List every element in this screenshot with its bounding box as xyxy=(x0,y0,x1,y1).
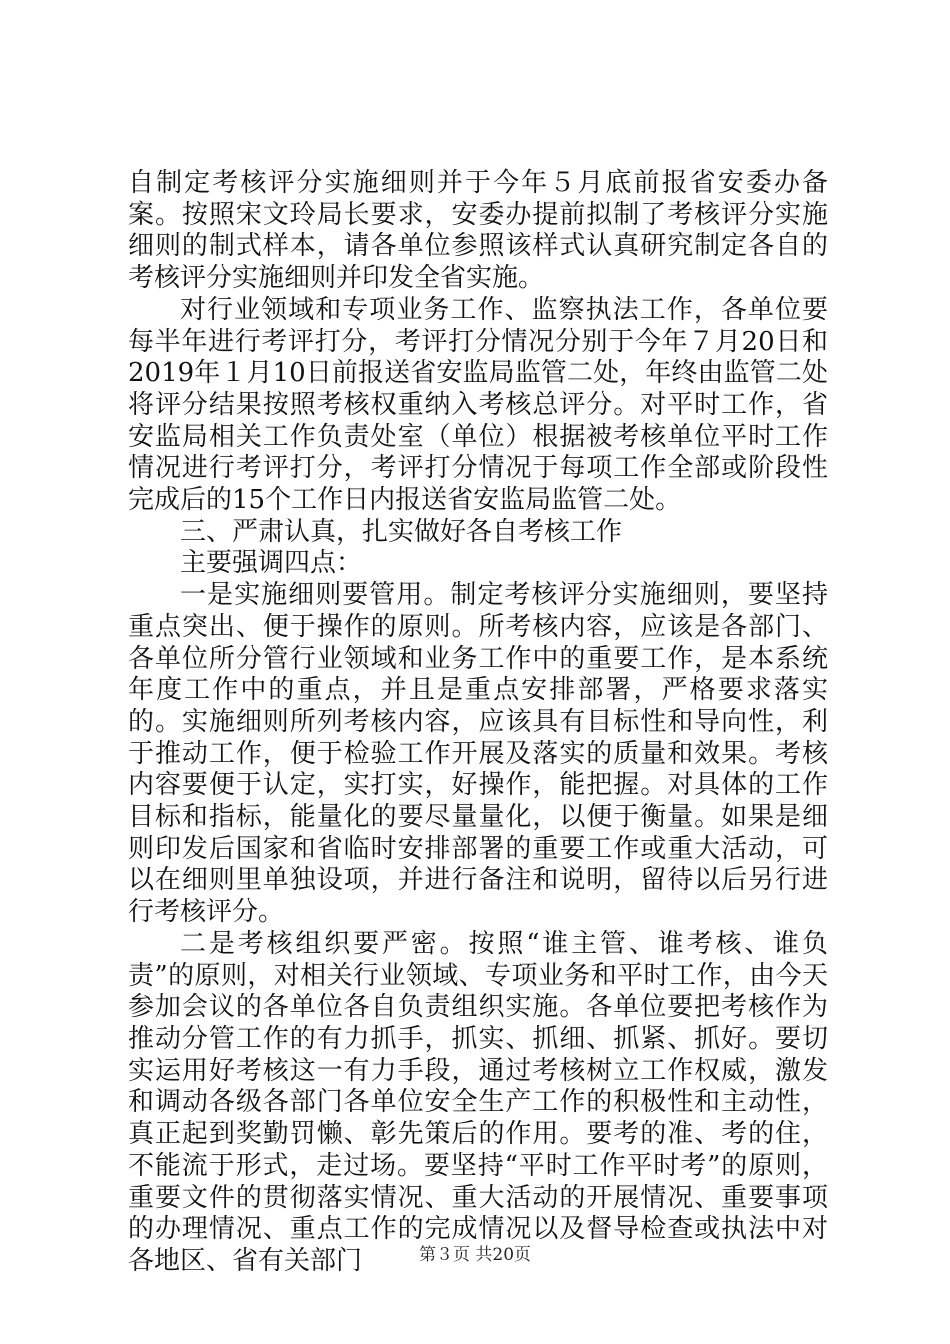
paragraph-four-points: 主要强调四点： xyxy=(180,548,363,579)
paragraph-point-two: 二是考核组织要严密。按照“谁主管、谁考核、谁负责”的原则，对相关行业领域、专项业务和平时工作，由今天参加会议的各单位各自负责组织实施。各单位要把考核作为推动分管工作的有力抓手，抓实、抓细、抓紧、抓好。要切实运用好考核这一有力手段，通过考核树立工作权威，激发和调动各级各部门各单位安全生产工作的积极性和主动性，真正起到奖勤罚懒、彰先策后的作用。要考的准、考的住，不能流于形式，走过场。要坚持“平时工作平时考”的原则，重要文件的贯彻落实情况、重大活动的开展情况、重要事项的办理情况、重点工作的完成情况以及督导检查或执法中对各地区、省有关部门 xyxy=(128,928,828,1276)
paragraph-point-one: 一是实施细则要管用。制定考核评分实施细则，要坚持重点突出、便于操作的原则。所考核内容，应该是各部门、各单位所分管行业领域和业务工作中的重要工作，是本系统年度工作中的重点，并且是重点安排部署，严格要求落实的。实施细则所列考核内容，应该具有目标性和导向性，利于推动工作，便于检验工作开展及落实的质量和效果。考核内容要便于认定，实打实，好操作，能把握。对具体的工作目标和指标，能量化的要尽量量化，以便于衡量。如果是细则印发后国家和省临时安排部署的重要工作或重大活动，可以在细则里单独设项，并进行备注和说明，留待以后另行进行考核评分。 xyxy=(128,580,828,928)
page-number-footer: 第３页 共20页 xyxy=(418,1245,532,1265)
paragraph-continuation: 自制定考核评分实施细则并于今年５月底前报省安委办备案。按照宋文玲局长要求，安委办提前拟制了考核评分实施细则的制式样本，请各单位参照该样式认真研究制定各自的考核评分实施细则并印发全省实施。 xyxy=(128,168,828,294)
paragraph-review-scoring: 对行业领域和专项业务工作、监察执法工作，各单位要每半年进行考评打分，考评打分情况分别于今年７月20日和2019年１月10日前报送省安监局监管二处，年终由监管二处将评分结果按照考核权重纳入考核总评分。对平时工作，省安监局相关工作负责处室（单位）根据被考核单位平时工作情况进行考评打分，考评打分情况于每项工作全部或阶段性完成后的15个工作日内报送省安监局监管二处。 xyxy=(128,294,828,516)
document-body xyxy=(128,168,828,1278)
section-heading-three: 三、严肃认真，扎实做好各自考核工作 xyxy=(180,516,623,547)
